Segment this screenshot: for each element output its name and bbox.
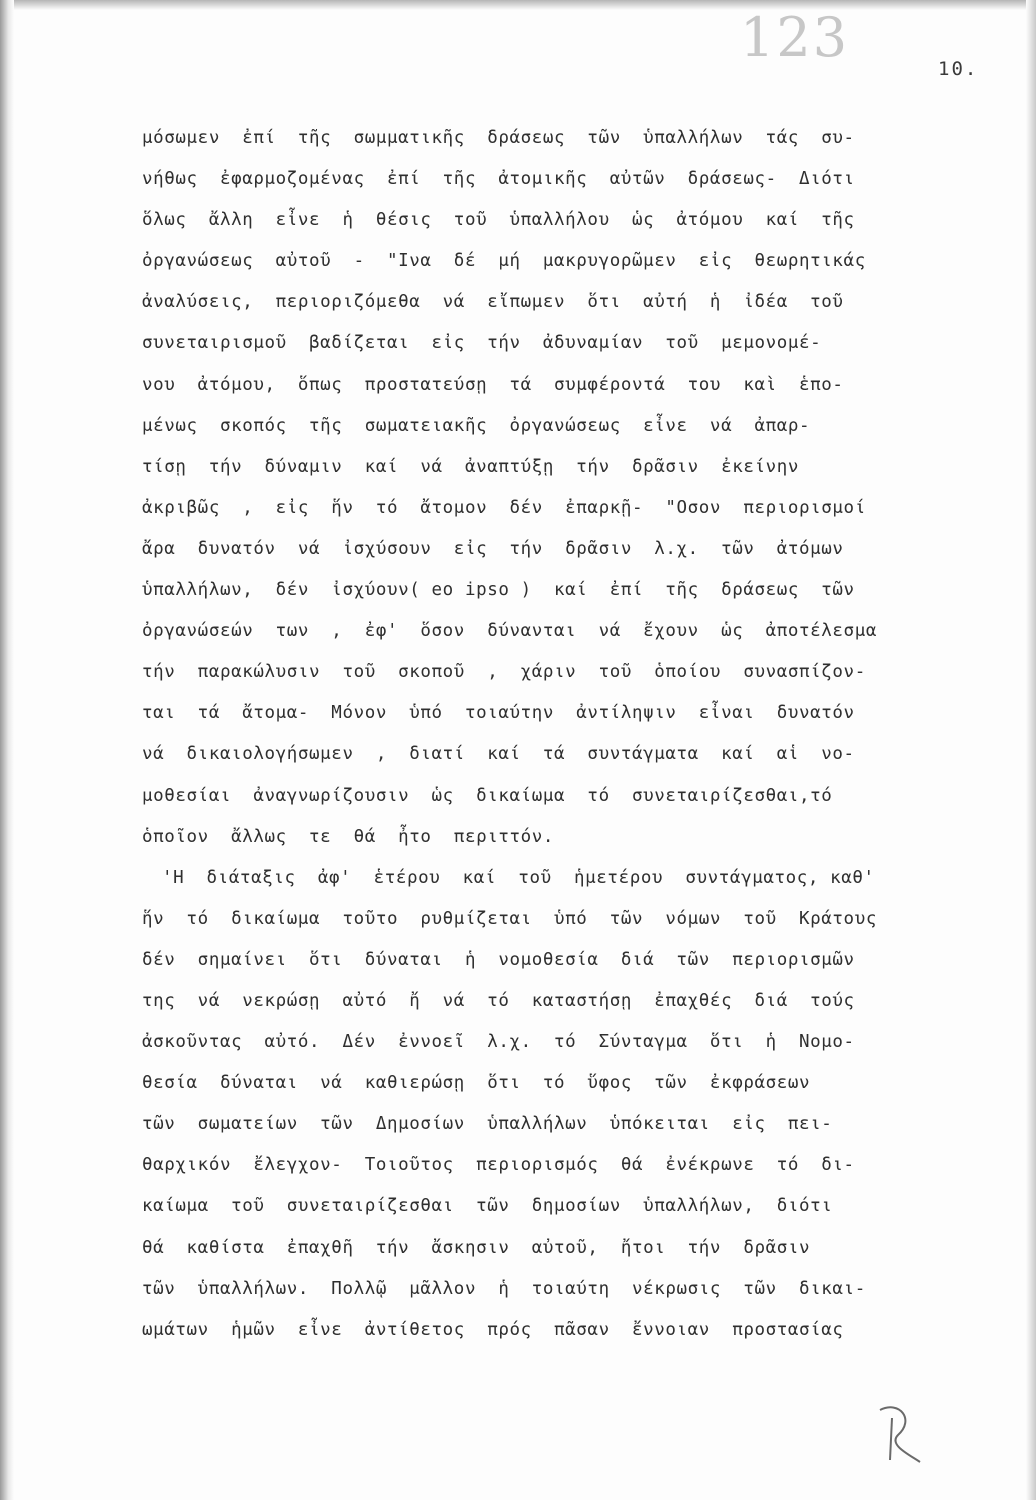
folio-stamp: 123 [740, 6, 850, 69]
text-line: ὁποῖον ἄλλως τε θά ἦτο περιττόν. [142, 826, 555, 847]
text-line: θεσία δύναται νά καθιερώσῃ ὅτι τό ὕφος τῶν ἐκφράσεων [142, 1073, 811, 1094]
text-line: νου ἀτόμου, ὅπως προστατεύσῃ τά συμφέροντά του καὶ ἑπο- [142, 374, 844, 395]
text-line: τῶν ὑπαλλήλων. Πολλῷ μᾶλλον ἡ τοιαύτη νέκρωσις τῶν δικαι- [142, 1278, 866, 1299]
text-line: νά δικαιολογήσωμεν , διατί καί τά συντάγματα καί αἱ νο- [142, 744, 855, 765]
page-number: 10. [938, 58, 979, 80]
body-text [142, 118, 1022, 1351]
text-line: της νά νεκρώσῃ αὐτό ἤ νά τό καταστήσῃ ἐπαχθές διά τούς [142, 990, 855, 1011]
text-line: ἀναλύσεις, περιοριζόμεθα νά εἴπωμεν ὅτι αὐτή ἡ ἰδέα τοῦ [142, 292, 844, 313]
scan-edge-left [0, 0, 14, 1500]
text-line: τήν παρακώλυσιν τοῦ σκοποῦ , χάριν τοῦ ὁποίου συνασπίζον- [142, 662, 866, 683]
text-line: θαρχικόν ἔλεγχον- Τοιοῦτος περιορισμός θά ἐνέκρωνε τό δι- [142, 1155, 855, 1176]
text-line: νήθως ἐφαρμοζομένας ἐπί τῆς ἀτομικῆς αὐτῶν δράσεως- Διότι [142, 169, 855, 190]
text-line: ἄρα δυνατόν νά ἰσχύσουν εἰς τήν δρᾶσιν λ.χ. τῶν ἀτόμων [142, 538, 844, 559]
text-line: τίσῃ τήν δύναμιν καί νά ἀναπτύξῃ τήν δρᾶσιν ἐκείνην [142, 456, 800, 477]
text-line: ἀκριβῶς , εἰς ἥν τό ἄτομον δέν ἐπαρκῇ- "Οσον περιορισμοί [142, 497, 866, 518]
text-line: τῶν σωματείων τῶν Δημοσίων ὑπαλλήλων ὑπόκειται εἰς πει- [142, 1114, 833, 1135]
text-line: ται τά ἄτομα- Μόνον ὑπό τοιαύτην ἀντίληψιν εἶναι δυνατόν [142, 703, 855, 724]
text-line: ὅλως ἄλλη εἶνε ἡ θέσις τοῦ ὑπαλλήλου ὡς ἀτόμου καί τῆς [142, 210, 855, 231]
scan-edge-right [1026, 0, 1036, 1500]
handwritten-margin-mark [870, 1400, 930, 1470]
text-line: συνεταιρισμοῦ βαδίζεται εἰς τήν ἀδυναμίαν τοῦ μεμονομέ- [142, 333, 822, 354]
text-line: μοθεσίαι ἀναγνωρίζουσιν ὡς δικαίωμα τό συνεταιρίζεσθαι,τό [142, 785, 833, 806]
text-line: ἀσκοῦντας αὐτό. Δέν ἐννοεῖ λ.χ. τό Σύνταγμα ὅτι ἡ Νομο- [142, 1032, 855, 1053]
text-line: ὀργανώσεως αὐτοῦ - "Ινα δέ μή μακρυγορῶμεν εἰς θεωρητικάς [142, 251, 866, 272]
text-line: δέν σημαίνει ὅτι δύναται ἡ νομοθεσία διά τῶν περιορισμῶν [142, 949, 855, 970]
scan-edge-top [0, 0, 1036, 10]
paragraph-start-line: 'Η διάταξις ἀφ' ἑτέρου καί τοῦ ἡμετέρου συντάγματος, καθ' [162, 867, 875, 888]
text-line: θά καθίστα ἐπαχθῆ τήν ἄσκησιν αὐτοῦ, ἤτοι τήν δρᾶσιν [142, 1237, 811, 1258]
text-line: μένως σκοπός τῆς σωματειακῆς ὀργανώσεως εἶνε νά ἀπαρ- [142, 415, 811, 436]
text-line: ωμάτων ἡμῶν εἶνε ἀντίθετος πρός πᾶσαν ἔννοιαν προστασίας [142, 1319, 844, 1340]
text-line: ὀργανώσεών των , ἐφ' ὅσον δύνανται νά ἔχουν ὡς ἀποτέλεσμα [142, 621, 877, 642]
text-line: ἥν τό δικαίωμα τοῦτο ρυθμίζεται ὑπό τῶν νόμων τοῦ Κράτους [142, 908, 877, 929]
text-line: καίωμα τοῦ συνεταιρίζεσθαι τῶν δημοσίων ὑπαλλήλων, διότι [142, 1196, 833, 1217]
text-line: μόσωμεν ἐπί τῆς σωμματικῆς δράσεως τῶν ὑπαλλήλων τάς συ- [142, 128, 855, 148]
text-line: ὑπαλλήλων, δέν ἰσχύουν( eo ipso ) καί ἐπί τῆς δράσεως τῶν [142, 580, 855, 601]
